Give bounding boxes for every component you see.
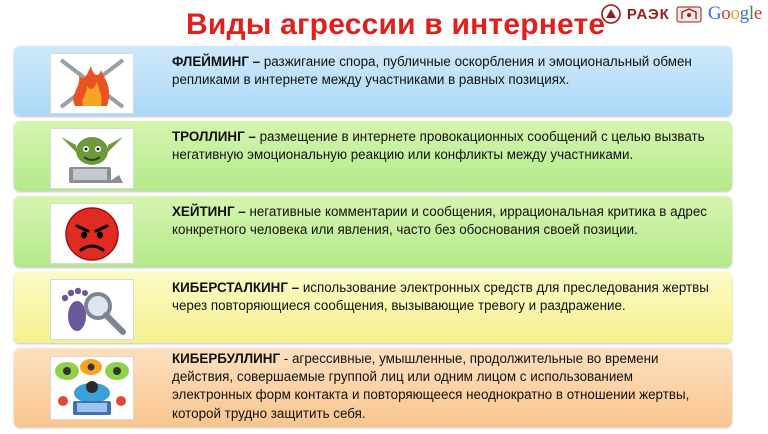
item-text [172,128,710,164]
item-term: ТРОЛЛИНГ [172,129,245,144]
google-letter: o [730,3,740,24]
item-text [172,279,710,315]
angry-face-icon [50,203,134,264]
item-cyberstalking [14,272,732,343]
item-separator: – [287,280,303,295]
item-separator: – [244,129,260,144]
item-description: разжигание спора, публичные оскорбления и эмоциональный обмен репликами в интернете между участниками в равных позициях. [172,54,692,88]
google-letter: l [748,3,754,24]
item-description: агрессивные, умышленные, продолжительные во времени действия, совершаемые группой лиц или одним лицом с использованием электронных форм контакта и повторяющееся неоднократно в отношении жертвы, которой трудно защитить себя. [172,351,690,421]
troll-laptop-icon [50,128,134,189]
footprint-magnifier-icon [50,279,134,340]
item-separator: - [280,351,292,366]
item-hating [14,196,732,267]
google-letter: G [707,3,722,24]
page-title: Виды агрессии в интернете [186,8,606,41]
google-logo [708,3,762,25]
google-letter: o [721,3,731,24]
item-separator: – [234,204,250,219]
item-term: КИБЕРСТАЛКИНГ [172,280,288,295]
item-term: ХЕЙТИНГ [172,204,235,219]
cyberbullying-group-icon [50,356,134,420]
item-flaming [14,46,732,116]
item-term: ФЛЕЙМИНГ [172,54,249,69]
item-text [172,350,710,423]
item-description: негативные комментарии и сообщения, иррациональная критика в адрес конкретного человека или явления, часто без обоснования своей позиции. [172,204,707,238]
google-letter: g [739,3,749,24]
item-cyberbullying [14,348,732,427]
raek-logo-text: РАЭК [626,5,670,23]
item-text [172,203,710,239]
item-description: использование электронных средств для преследования жертвы через повторяющиеся сообщения, вызывающие тревогу и раздражение. [172,280,709,314]
item-description: размещение в интернете провокационных сообщений с целью вызвать негативную эмоциональную реакцию или конфликты между участниками. [172,129,705,163]
crest-icon [676,4,702,24]
item-term: КИБЕРБУЛЛИНГ [172,351,281,366]
item-trolling [14,121,732,191]
item-separator: – [248,54,264,69]
crossed-swords-fire-icon [50,53,134,114]
raek-logo-icon [601,4,621,24]
google-letter: e [753,3,762,24]
logos [601,2,762,26]
item-text [172,53,710,89]
